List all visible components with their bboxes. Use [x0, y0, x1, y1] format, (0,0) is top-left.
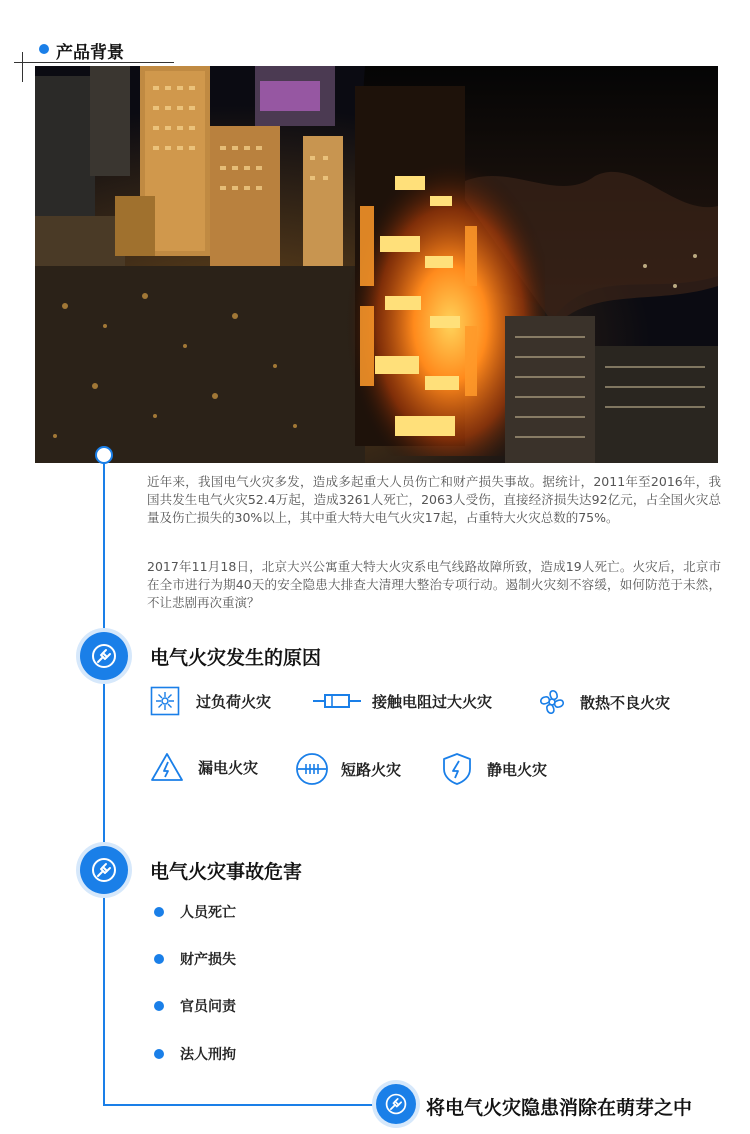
resistor-icon: [312, 686, 362, 716]
bullet-dot: [154, 907, 164, 917]
timeline-line-horizontal: [103, 1104, 393, 1106]
cause-label: 过负荷火灾: [196, 692, 272, 711]
causes-title: 电气火灾发生的原因: [150, 647, 322, 669]
header-bullet: [39, 44, 49, 54]
cause-static-electricity: [441, 752, 547, 786]
cause-leakage: [150, 752, 258, 782]
plug-icon: [376, 1084, 416, 1124]
bullet-dot: [154, 1001, 164, 1011]
harm-item: [154, 1044, 236, 1064]
harm-label: 人员死亡: [180, 905, 236, 921]
fire-illustration: [35, 66, 718, 463]
leakage-warning-icon: [150, 752, 184, 782]
cause-overload: [150, 686, 271, 716]
cause-contact-resistance: [312, 686, 492, 716]
bullet-dot: [154, 1049, 164, 1059]
section-header-title: 产品背景: [56, 43, 124, 63]
harm-item: [154, 996, 236, 1016]
footer-slogan: 将电气火灾隐患消除在萌芽之中: [426, 1097, 693, 1119]
harm-label: 官员问责: [180, 999, 236, 1015]
harm-label: 财产损失: [180, 952, 236, 968]
harm-item: [154, 902, 236, 922]
bullet-dot: [154, 954, 164, 964]
overload-icon: [150, 686, 180, 716]
harm-item: [154, 949, 236, 969]
cause-label: 漏电火灾: [198, 758, 259, 777]
timeline-node: [95, 446, 113, 464]
plug-icon: [80, 846, 128, 894]
intro-paragraph-2: 2017年11月18日，北京大兴公寓重大特大火灾系电气线路故障所致，造成19人死亡。火灾后，北京市在全市进行为期40天的安全隐患大排查大清理大整治专项行动。遏制火灾刻不容缓，如何防范于未然，不让悲剧再次重演？: [147, 559, 721, 610]
cause-label: 接触电阻过大火灾: [372, 692, 493, 711]
harm-label: 法人刑拘: [180, 1047, 236, 1063]
short-circuit-icon: [295, 752, 329, 786]
fire-photo: [35, 66, 718, 463]
cause-label: 短路火灾: [341, 760, 402, 779]
cause-label: 静电火灾: [487, 760, 548, 779]
harms-title: 电气火灾事故危害: [150, 861, 303, 883]
timeline-line: [103, 455, 105, 1105]
fan-icon: [536, 686, 568, 718]
intro-paragraph-1: 近年来，我国电气火灾多发，造成多起重大人员伤亡和财产损失事故。据统计，2011年至2016年，我国共发生电气火灾52.4万起，造成3261人死亡，2063人受伤，直接经济损失达92亿元，占全国火灾总量及伤亡损失的30%以上，其中重大特大电气火灾17起，占重特大火灾总数的75%。: [147, 474, 721, 525]
header-rule-vertical: [22, 52, 23, 82]
plug-icon: [80, 632, 128, 680]
cause-label: 散热不良火灾: [580, 693, 671, 712]
cause-short-circuit: [295, 752, 401, 786]
cause-poor-heat-dissipation: [536, 686, 670, 718]
static-shield-icon: [441, 752, 473, 786]
